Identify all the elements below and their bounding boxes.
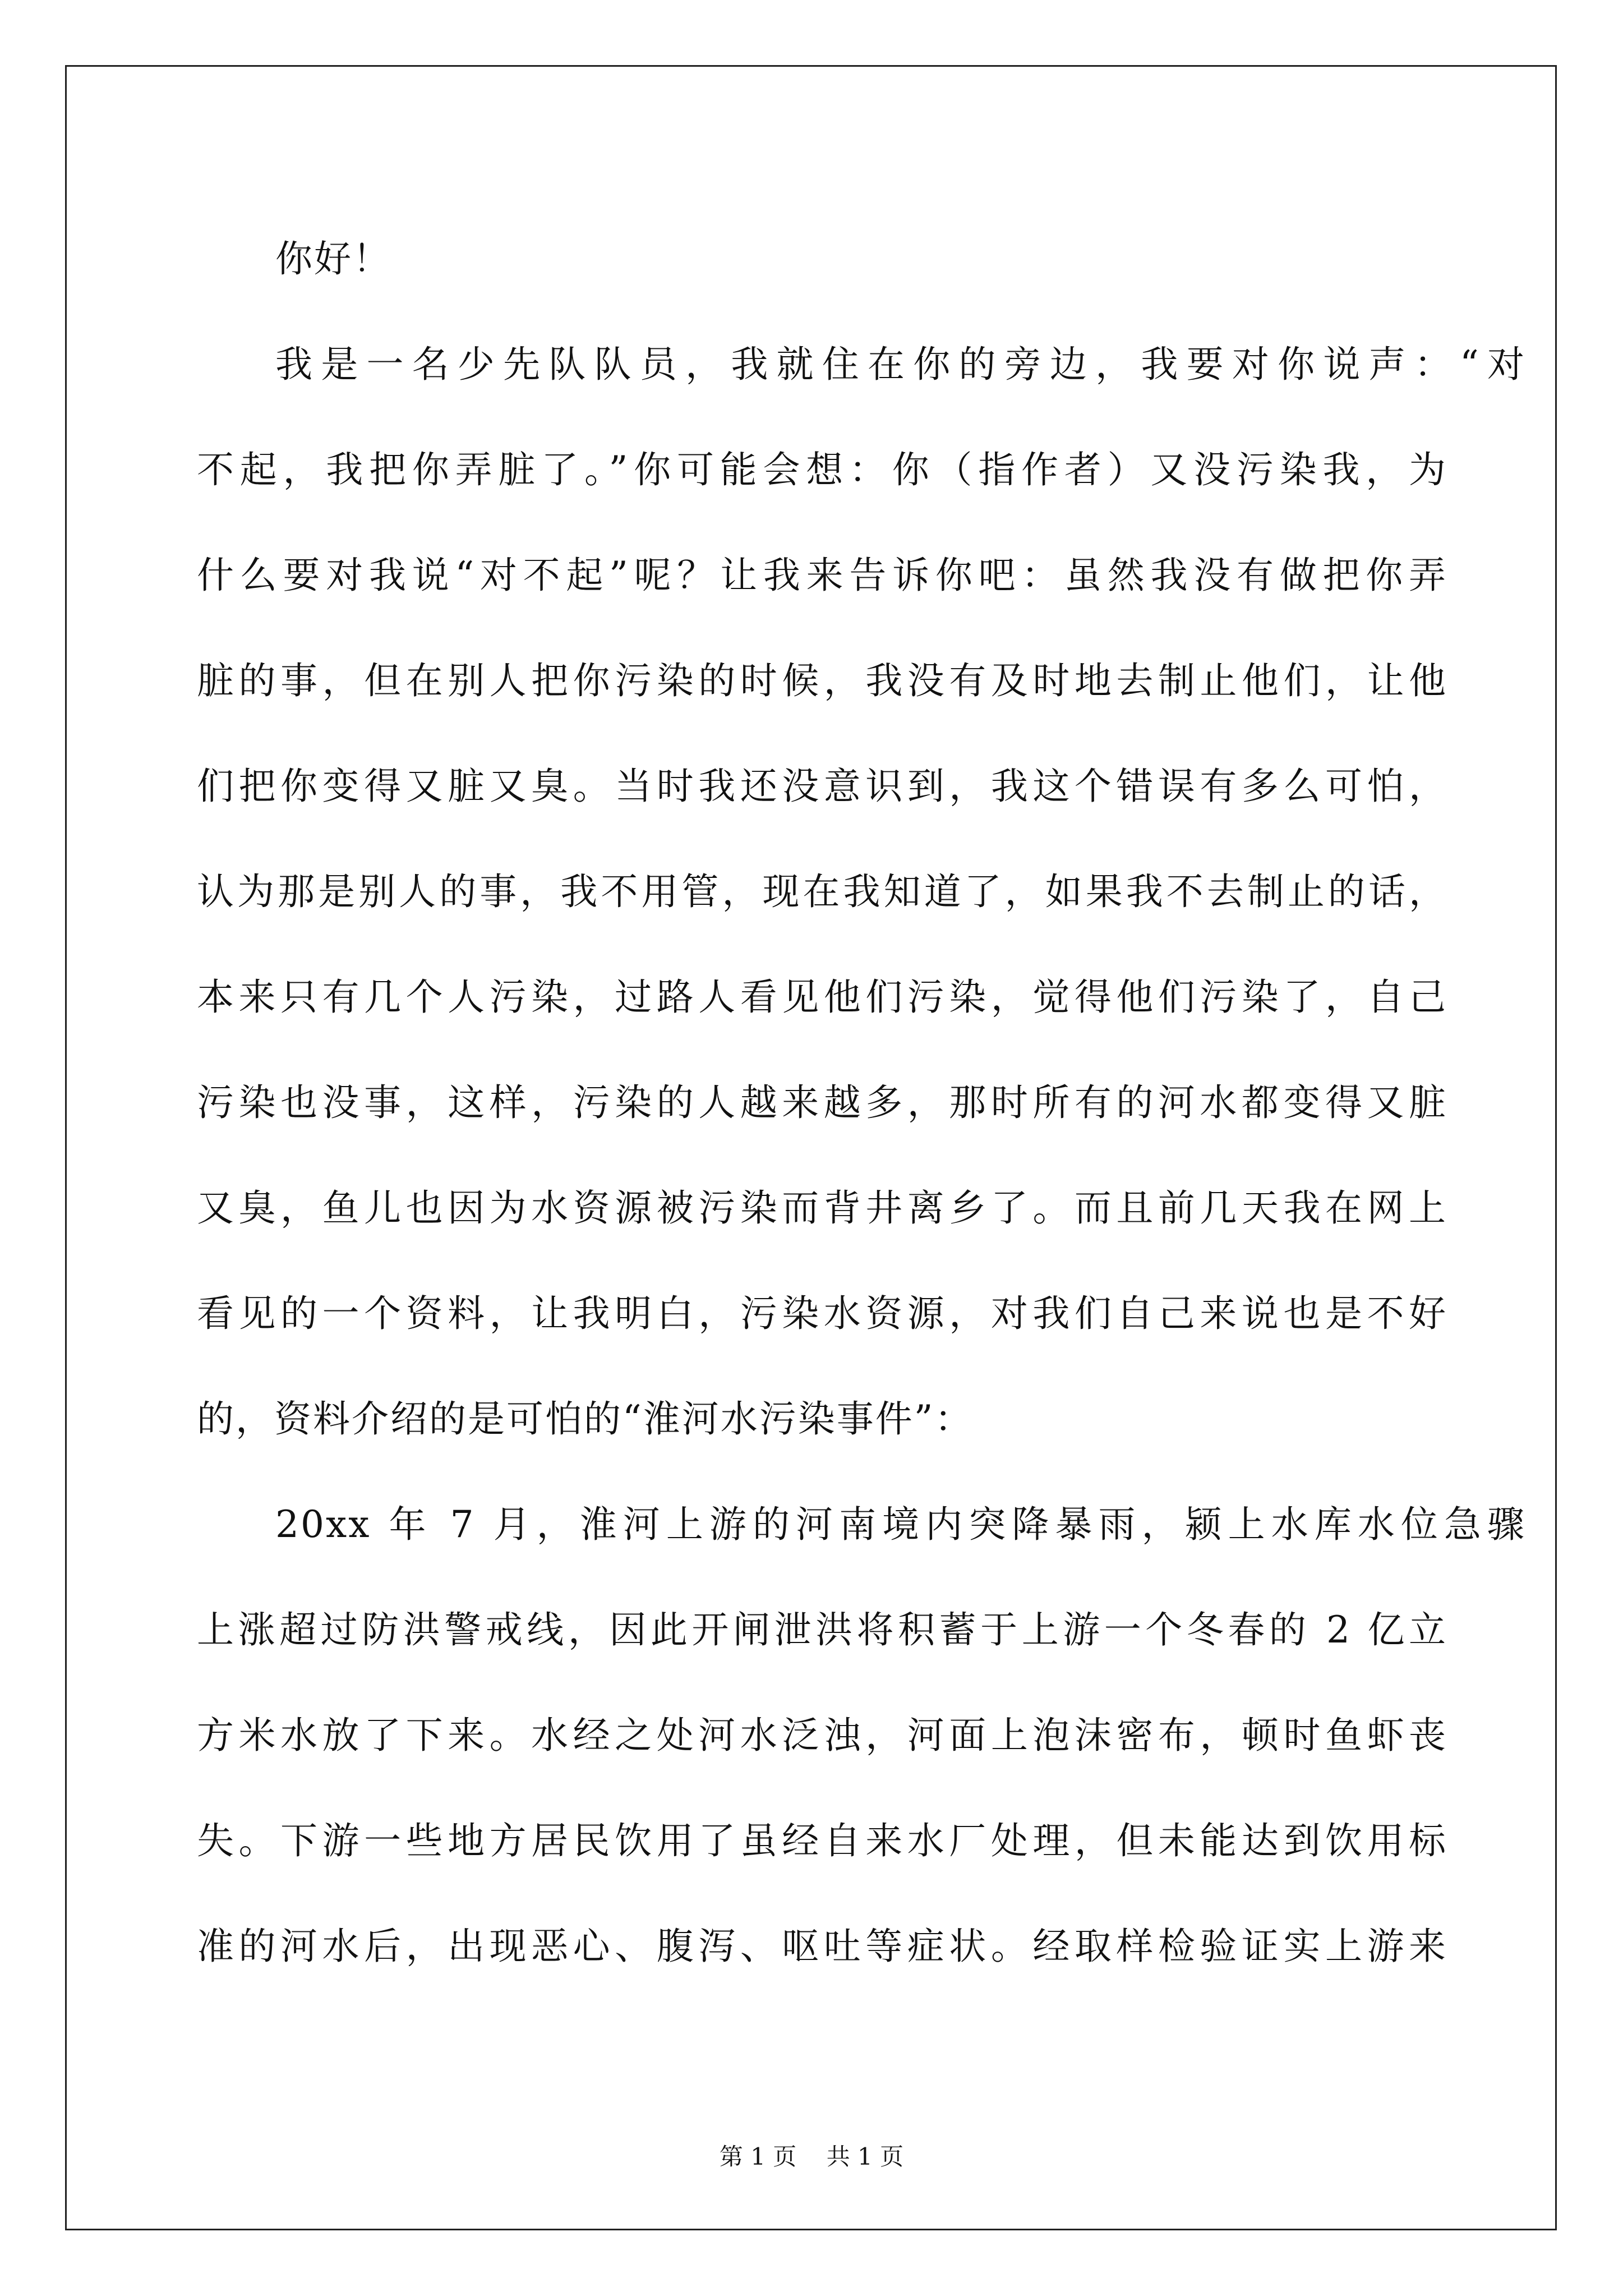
text-line: 认为那是别人的事，我不用管，现在我知道了，如果我不去制止的话， [197, 870, 1447, 913]
text-line: 们把你变得又脏又臭。当时我还没意识到，我这个错误有多么可怕， [197, 765, 1447, 808]
text-line: 的，资料介绍的是可怕的“淮河水污染事件”： [197, 1397, 974, 1441]
text-line: 本来只有几个人污染，过路人看见他们污染，觉得他们污染了，自己 [197, 976, 1447, 1019]
page-footer: 第 1 页 共 1 页 [719, 2143, 904, 2170]
text-line: 脏的事，但在别人把你污染的时候，我没有及时地去制止他们，让他 [197, 659, 1447, 702]
text-line: 20xx 年 7 月，淮河上游的河南境内突降暴雨，颍上水库水位急骤 [275, 1503, 1526, 1546]
text-line: 你好！ [275, 237, 391, 280]
text-line: 什么要对我说“对不起”呢？让我来告诉你吧：虽然我没有做把你弄 [197, 554, 1447, 597]
text-line: 上涨超过防洪警戒线，因此开闸泄洪将积蓄于上游一个冬春的 2 亿立 [197, 1608, 1447, 1651]
text-line: 失。下游一些地方居民饮用了虽经自来水厂处理，但未能达到饮用标 [197, 1819, 1447, 1862]
text-line: 不起，我把你弄脏了。”你可能会想：你（指作者）又没污染我，为 [197, 448, 1447, 491]
document-body [197, 206, 1526, 1999]
text-line: 又臭，鱼儿也因为水资源被污染而背井离乡了。而且前几天我在网上 [197, 1186, 1447, 1230]
text-line: 准的河水后，出现恶心、腹泻、呕吐等症状。经取样检验证实上游来 [197, 1925, 1447, 1968]
text-line: 看见的一个资料，让我明白，污染水资源，对我们自己来说也是不好 [197, 1292, 1447, 1335]
text-line: 方米水放了下来。水经之处河水泛浊，河面上泡沫密布，顿时鱼虾丧 [197, 1714, 1447, 1757]
text-line: 我是一名少先队队员，我就住在你的旁边，我要对你说声：“对 [275, 343, 1526, 386]
text-line: 污染也没事，这样，污染的人越来越多，那时所有的河水都变得又脏 [197, 1081, 1447, 1124]
